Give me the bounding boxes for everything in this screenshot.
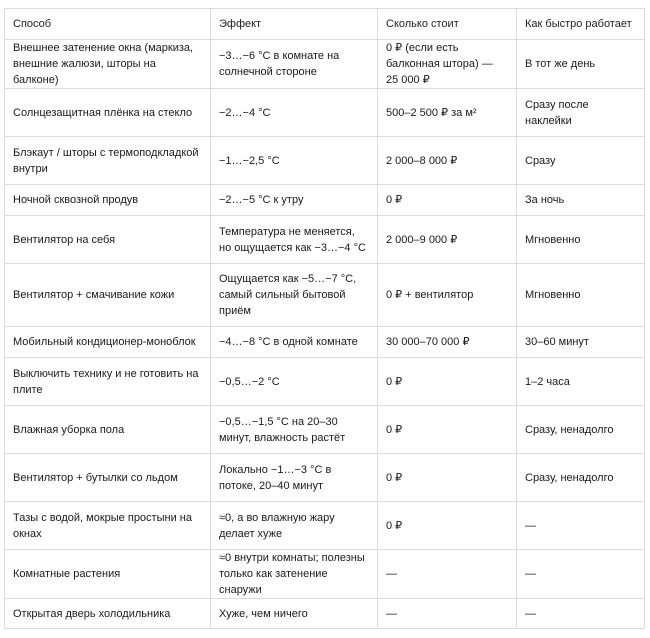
cell-speed: 1–2 часа: [517, 358, 645, 406]
cell-speed: Мгновенно: [517, 216, 645, 264]
cell-cost: 2 000–8 000 ₽: [378, 137, 517, 185]
cell-speed: —: [517, 599, 645, 629]
cell-cost: 0 ₽: [378, 406, 517, 454]
cell-speed: Мгновенно: [517, 264, 645, 327]
cell-speed: 30–60 минут: [517, 327, 645, 358]
header-effect: Эффект: [211, 9, 378, 40]
cell-speed: Сразу: [517, 137, 645, 185]
table-row: [5, 550, 645, 599]
cell-method: Вентилятор + смачивание кожи: [5, 264, 211, 327]
cell-method: Выключить технику и не готовить на плите: [5, 358, 211, 406]
cell-effect: −0,5…−1,5 °C на 20–30 минут, влажность растёт: [211, 406, 378, 454]
cooling-methods-table: [4, 8, 645, 629]
cell-effect: Температура не меняется, но ощущается как −3…−4 °C: [211, 216, 378, 264]
cell-cost: 0 ₽: [378, 185, 517, 216]
table-row: [5, 40, 645, 89]
cell-cost: 0 ₽: [378, 454, 517, 502]
cell-speed: Сразу, ненадолго: [517, 406, 645, 454]
cell-effect: −2…−5 °C к утру: [211, 185, 378, 216]
cell-method: Вентилятор + бутылки со льдом: [5, 454, 211, 502]
table-row: [5, 89, 645, 137]
table-row: [5, 264, 645, 327]
cell-cost: 30 000–70 000 ₽: [378, 327, 517, 358]
cell-cost: 500–2 500 ₽ за м²: [378, 89, 517, 137]
table-row: [5, 358, 645, 406]
cell-speed: В тот же день: [517, 40, 645, 89]
cell-effect: −0,5…−2 °C: [211, 358, 378, 406]
cell-effect: Ощущается как −5…−7 °C, самый сильный бытовой приём: [211, 264, 378, 327]
header-method: Способ: [5, 9, 211, 40]
cell-method: Мобильный кондиционер-моноблок: [5, 327, 211, 358]
cell-cost: 2 000–9 000 ₽: [378, 216, 517, 264]
cell-method: Комнатные растения: [5, 550, 211, 599]
table-row: [5, 137, 645, 185]
cell-effect: −1…−2,5 °C: [211, 137, 378, 185]
table-row: [5, 216, 645, 264]
cell-speed: Сразу после наклейки: [517, 89, 645, 137]
cell-method: Блэкаут / шторы с термоподкладкой внутри: [5, 137, 211, 185]
cell-effect: ≈0, а во влажную жару делает хуже: [211, 502, 378, 550]
table-row: [5, 599, 645, 629]
cell-speed: —: [517, 550, 645, 599]
cell-method: Открытая дверь холодильника: [5, 599, 211, 629]
cell-cost: 0 ₽ (если есть балконная штора) — 25 000 ₽: [378, 40, 517, 89]
cell-method: Ночной сквозной продув: [5, 185, 211, 216]
cell-speed: Сразу, ненадолго: [517, 454, 645, 502]
table-row: [5, 327, 645, 358]
cell-method: Тазы с водой, мокрые простыни на окнах: [5, 502, 211, 550]
cell-effect: ≈0 внутри комнаты; полезны только как затенение снаружи: [211, 550, 378, 599]
header-cost: Сколько стоит: [378, 9, 517, 40]
comparison-table-container: [4, 8, 644, 629]
cell-method: Внешнее затенение окна (маркиза, внешние жалюзи, шторы на балконе): [5, 40, 211, 89]
cell-cost: —: [378, 599, 517, 629]
cell-speed: За ночь: [517, 185, 645, 216]
cell-effect: −4…−8 °C в одной комнате: [211, 327, 378, 358]
cell-cost: 0 ₽ + вентилятор: [378, 264, 517, 327]
cell-effect: Локально −1…−3 °C в потоке, 20–40 минут: [211, 454, 378, 502]
cell-cost: 0 ₽: [378, 502, 517, 550]
cell-speed: —: [517, 502, 645, 550]
cell-method: Влажная уборка пола: [5, 406, 211, 454]
cell-effect: −2…−4 °C: [211, 89, 378, 137]
cell-cost: 0 ₽: [378, 358, 517, 406]
cell-method: Вентилятор на себя: [5, 216, 211, 264]
header-speed: Как быстро работает: [517, 9, 645, 40]
cell-effect: Хуже, чем ничего: [211, 599, 378, 629]
table-row: [5, 502, 645, 550]
cell-cost: —: [378, 550, 517, 599]
table-row: [5, 454, 645, 502]
table-header-row: [5, 9, 645, 40]
table-row: [5, 406, 645, 454]
table-row: [5, 185, 645, 216]
cell-effect: −3…−6 °C в комнате на солнечной стороне: [211, 40, 378, 89]
cell-method: Солнцезащитная плёнка на стекло: [5, 89, 211, 137]
